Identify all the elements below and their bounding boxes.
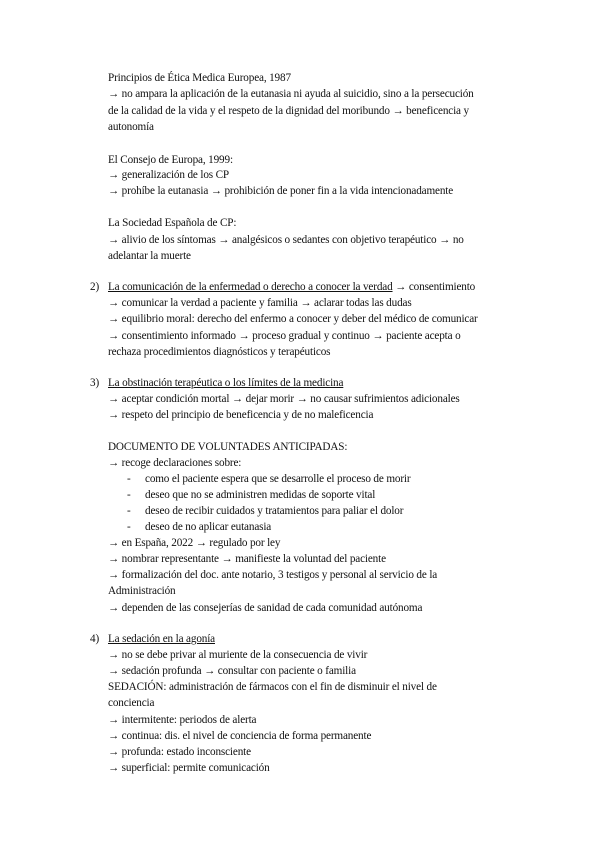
block2-title: El Consejo de Europa, 1999: <box>108 154 233 166</box>
section4-line: SEDACIÓN: administración de fármacos con el fin de disminuir el nivel de <box>108 681 437 693</box>
section2-line: rechaza procedimientos diagnósticos y terapéuticos <box>108 346 331 358</box>
section3-number: 3) <box>90 377 100 389</box>
documento-bullet: deseo que no se administren medidas de soporte vital <box>145 489 376 501</box>
block1-line: de la calidad de la vida y el respeto de la dignidad del moribundo → beneficencia y <box>108 105 469 117</box>
section2-line: → equilibrio moral: derecho del enfermo a conocer y deber del médico de comunicar <box>108 313 478 325</box>
section2-line: → consentimiento informado → proceso gradual y continuo → paciente acepta o <box>108 330 461 342</box>
block3-line: adelantar la muerte <box>108 250 191 262</box>
section4-line: → superficial: permite comunicación <box>108 762 270 774</box>
section3-line: → aceptar condición mortal → dejar morir → no causar sufrimientos adicionales <box>108 393 460 405</box>
section3-heading: La obstinación terapéutica o los límites de la medicina <box>108 377 344 389</box>
documento-line: → nombrar representante → manifieste la voluntad del paciente <box>108 553 386 565</box>
section4-line: → no se debe privar al muriente de la consecuencia de vivir <box>108 649 368 661</box>
documento-line: Administración <box>108 585 176 597</box>
documento-bullet: como el paciente espera que se desarrolle el proceso de morir <box>145 473 411 485</box>
section3-line: → respeto del principio de beneficencia y de no maleficencia <box>108 409 374 421</box>
block1-title: Principios de Ética Medica Europea, 1987 <box>108 72 291 84</box>
block1-line: autonomía <box>108 121 154 133</box>
bullet-marker: - <box>127 521 131 533</box>
block1-line: → no ampara la aplicación de la eutanasia ni ayuda al suicidio, sino a la persecución <box>108 88 474 100</box>
section2-number: 2) <box>90 281 100 293</box>
documento-bullet: deseo de no aplicar eutanasia <box>145 521 272 533</box>
section4-line: → profunda: estado inconsciente <box>108 746 251 758</box>
bullet-marker: - <box>127 505 131 517</box>
documento-line: → dependen de las consejerías de sanidad de cada comunidad autónoma <box>108 602 423 614</box>
documento-line: → formalización del doc. ante notario, 3 testigos y personal al servicio de la <box>108 569 438 581</box>
section2-line: → comunicar la verdad a paciente y familia → aclarar todas las dudas <box>108 297 412 309</box>
section2-heading: La comunicación de la enfermedad o derecho a conocer la verdad <box>108 281 393 293</box>
documento-title: DOCUMENTO DE VOLUNTADES ANTICIPADAS: <box>108 441 348 453</box>
bullet-marker: - <box>127 473 131 485</box>
section4-number: 4) <box>90 633 100 645</box>
block2-line: → generalización de los CP <box>108 169 229 181</box>
bullet-marker: - <box>127 489 131 501</box>
documento-intro: → recoge declaraciones sobre: <box>108 457 242 469</box>
block2-line: → prohíbe la eutanasia → prohibición de poner fin a la vida intencionadamente <box>108 185 454 197</box>
block3-line: → alivio de los síntomas → analgésicos o sedantes con objetivo terapéutico → no <box>108 234 464 246</box>
section4-line: → continua: dis. el nivel de conciencia de forma permanente <box>108 730 372 742</box>
documento-bullet: deseo de recibir cuidados y tratamientos para paliar el dolor <box>145 505 404 517</box>
section4-line: conciencia <box>108 697 155 709</box>
section4-line: → intermitente: periodos de alerta <box>108 714 257 726</box>
section4-heading: La sedación en la agonía <box>108 633 215 645</box>
documento-line: → en España, 2022 → regulado por ley <box>108 537 281 549</box>
block3-title: La Sociedad Española de CP: <box>108 217 237 229</box>
section2-heading-tail: → consentimiento <box>392 281 476 293</box>
section4-line: → sedación profunda → consultar con paciente o familia <box>108 665 356 677</box>
section2-heading-line <box>108 280 475 295</box>
